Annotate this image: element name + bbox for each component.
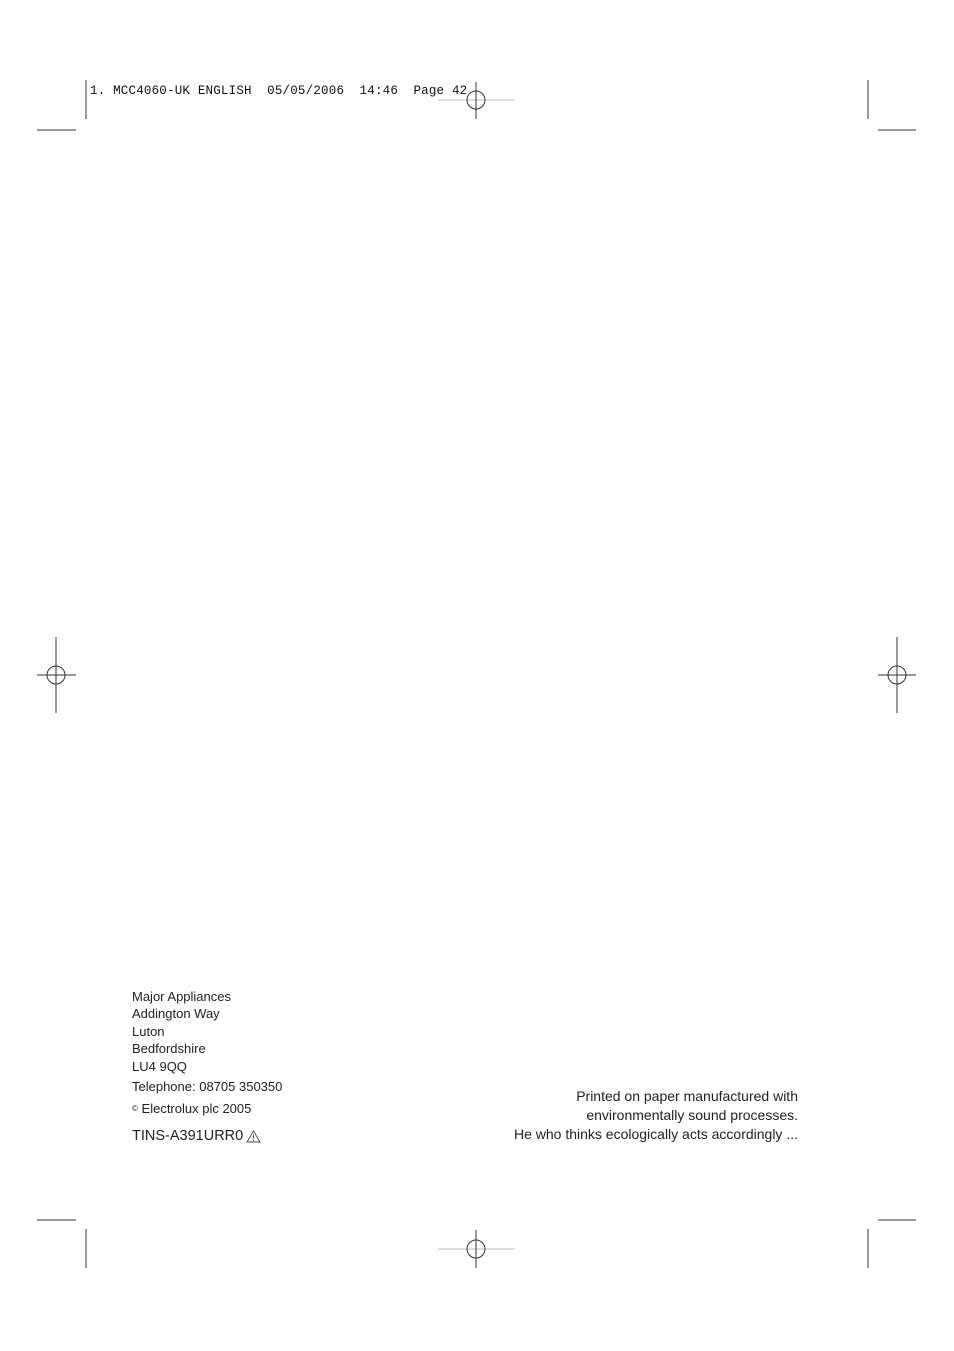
eco-note-line: He who thinks ecologically acts accordingly ... [513, 1126, 798, 1142]
address-line: LU4 9QQ [132, 1058, 187, 1074]
print-slug: 1. MCC4060-UK ENGLISH 05/05/2006 14:46 Page 42 [90, 84, 468, 98]
warning-triangle-icon [246, 1130, 261, 1143]
eco-note-line: environmentally sound processes. [586, 1107, 798, 1123]
copyright [132, 1101, 251, 1116]
eco-note [514, 1087, 798, 1144]
copyright-text: Electrolux plc 2005 [141, 1101, 252, 1116]
registration-mark-bottom [438, 1230, 515, 1268]
registration-mark-left [37, 637, 76, 713]
address-line: Luton [132, 1023, 165, 1039]
copyright-symbol: © [132, 1104, 138, 1113]
document-code-text: TINS-A391URR0 [132, 1128, 244, 1144]
registration-mark-top [438, 82, 515, 119]
address-line: Addington Way [132, 1006, 220, 1022]
address-line: Bedfordshire [132, 1041, 206, 1057]
eco-note-line: Printed on paper manufactured with [576, 1088, 798, 1104]
address-line: Major Appliances [132, 989, 231, 1004]
company-address [132, 988, 231, 1075]
telephone: Telephone: 08705 350350 [132, 1079, 283, 1094]
registration-mark-right [878, 637, 916, 713]
document-code [132, 1128, 261, 1144]
